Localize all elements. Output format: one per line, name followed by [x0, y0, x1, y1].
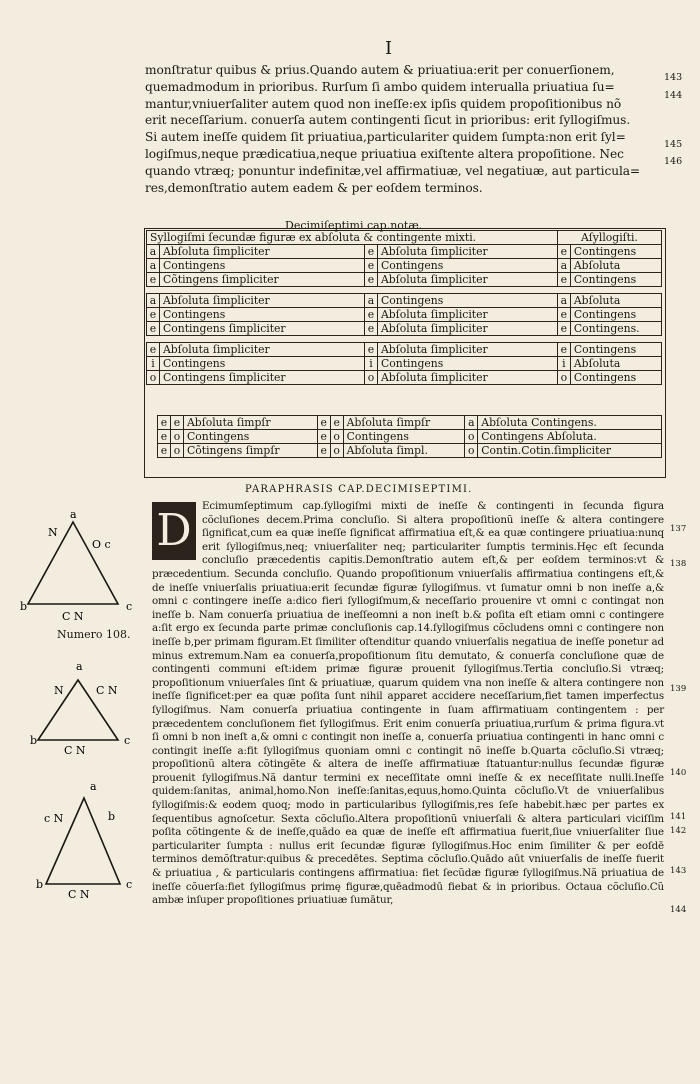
table-cell: e [317, 416, 330, 430]
table-cell: o [147, 371, 160, 385]
table-cell: e [364, 259, 377, 273]
table-cell: e [557, 273, 570, 287]
table-spacer [147, 287, 662, 294]
table-cell: Abſoluta ſimpliciter [160, 343, 365, 357]
table-cell: e [557, 343, 570, 357]
table-cell: Abſoluta ſimpliciter [377, 322, 557, 336]
side-label: O c [92, 538, 111, 551]
text-line: monſtratur quibus & prius.Quando autem & priuatiua:erit per conuerſionem, [145, 63, 615, 77]
table-cell: Contingens [377, 294, 557, 308]
base-label: C N [64, 744, 86, 757]
text-line: logiſmus,neque prædicatiua,neque priuatiua exiſtente altera propoſitione. Nec [145, 146, 624, 161]
table-row [147, 273, 662, 287]
table-cell: e [557, 308, 570, 322]
margin-number: 141 [670, 812, 687, 822]
table-cell: e [364, 343, 377, 357]
top-text-block [145, 62, 660, 196]
table-spacer [147, 336, 662, 343]
text-line: quando vtræq; ponuntur indefinitæ,vel affirmatiuæ, vel negatiuæ, aut particula= [145, 163, 641, 178]
table-row [147, 308, 662, 322]
table-cell: e [171, 416, 184, 430]
table-cell: Abſoluta [570, 294, 661, 308]
syllogism-figures [0, 500, 150, 920]
table-spacer-cell [147, 336, 662, 343]
table-cell: Contin.Cotin.ſimpliciter [478, 444, 662, 458]
table-cell: e [147, 308, 160, 322]
table-cell: Abſoluta ſimpliciter [377, 343, 557, 357]
vertex-label: c [126, 878, 133, 891]
table-header-row [147, 231, 662, 245]
vertex-label: a [90, 780, 97, 793]
table-cell: e [317, 430, 330, 444]
table-cell: Contingens [184, 430, 318, 444]
table-cell: Contingens [570, 245, 661, 259]
base-label: C N [62, 610, 84, 623]
side-label: N [48, 526, 58, 539]
table-row [147, 294, 662, 308]
table-cell: o [171, 444, 184, 458]
table-cell: Abſoluta ſimpſr [343, 416, 465, 430]
vertex-label: c [126, 600, 133, 613]
table-cell: Abſoluta ſimpſr [184, 416, 318, 430]
table-cell: Cõtingens ſimpliciter [160, 273, 365, 287]
text-line: res,demonſtratio autem eadem & per eoſdem terminos. [145, 180, 483, 195]
table-cell: e [557, 322, 570, 336]
table-row [147, 371, 662, 385]
table-cell: o [171, 430, 184, 444]
table-cell: o [557, 371, 570, 385]
table-cell: i [147, 357, 160, 371]
vertex-label: b [36, 878, 44, 891]
side-label: b [108, 810, 116, 823]
paraphrase-body [152, 500, 664, 908]
vertex-label: b [30, 734, 38, 747]
table-cell: a [364, 294, 377, 308]
side-label: N [54, 684, 64, 697]
table-cell: o [330, 430, 343, 444]
table-caption: Decimiſeptimi cap.notæ. [285, 219, 423, 232]
table-cell: a [147, 259, 160, 273]
syllogism-table-last-group [157, 415, 662, 458]
table-cell: Abſoluta ſimpl. [343, 444, 465, 458]
table-cell: Contingens [160, 357, 365, 371]
table-cell: Contingens [570, 273, 661, 287]
table-cell: Contingens [160, 259, 365, 273]
table-cell: e [364, 308, 377, 322]
table-cell: e [158, 444, 171, 458]
base-label: C N [68, 888, 90, 901]
table-spacer-cell [147, 287, 662, 294]
table-cell: Contingens [343, 430, 465, 444]
text-line: Si autem ineſſe quidem ſit priuatiua,particulariter quidem ſumpta:non erit ſyl= [145, 130, 626, 145]
table-cell: i [364, 357, 377, 371]
table-cell: o [465, 430, 478, 444]
margin-number: 139 [670, 684, 687, 694]
table-cell: Abſoluta ſimpliciter [160, 245, 365, 259]
table-cell: e [330, 416, 343, 430]
triangle-shape [28, 522, 118, 604]
table-cell: Abſoluta ſimpliciter [377, 273, 557, 287]
table-cell: a [557, 294, 570, 308]
table-cell: Abſoluta [570, 357, 661, 371]
text-line: quemadmodum in prioribus. Rurſum ſi ambo quidem interualla priuatiua ſu= [145, 79, 615, 94]
page-number: I [385, 38, 393, 59]
table-cell: o [364, 371, 377, 385]
table-cell: e [364, 245, 377, 259]
table-row [147, 357, 662, 371]
margin-number: 140 [670, 768, 687, 778]
table-header-right: Aſyllogiſti. [557, 231, 661, 245]
table-cell: Contingens ſimpliciter [160, 371, 365, 385]
table-cell: Contingens [570, 343, 661, 357]
syllogism-table [146, 230, 662, 385]
triangle-figure-3 [36, 780, 132, 901]
table-cell: a [147, 294, 160, 308]
table-cell: e [317, 444, 330, 458]
margin-number: 145 [664, 139, 683, 150]
margin-number: 137 [670, 524, 687, 534]
margin-number: 143 [670, 866, 687, 876]
table-cell: Contingens [570, 308, 661, 322]
margin-number: 143 [664, 72, 683, 83]
table-cell: e [147, 343, 160, 357]
table-cell: Abſoluta ſimpliciter [160, 294, 365, 308]
table-cell: Contingens [377, 259, 557, 273]
table-cell: Cõtingens ſimpſr [184, 444, 318, 458]
triangle-figure-1 [20, 508, 132, 623]
table-cell: o [330, 444, 343, 458]
vertex-label: c [124, 734, 131, 747]
table-cell: e [147, 322, 160, 336]
table-cell: e [158, 430, 171, 444]
vertex-label: a [76, 660, 83, 673]
table-cell: Contingens Abſoluta. [478, 430, 662, 444]
table-cell: a [557, 259, 570, 273]
table-row [147, 259, 662, 273]
table-cell: e [364, 273, 377, 287]
table-row [158, 430, 662, 444]
table-cell: Contingens ſimpliciter [160, 322, 365, 336]
table-cell: e [557, 245, 570, 259]
margin-number: 144 [664, 90, 683, 101]
table-cell: a [147, 245, 160, 259]
paraphrase-text: Ecimumſeptimum cap.ſyllogiſmi mixti de ineſſe & contingenti in ſecunda figura cõcluſiones decem.Prima concluſio. Si altera propoſitionũ ineſſe & altera contingere ſignificat,cum ea quæ ineſſe ſignificat affirmatiua eſt,& ea quæ contingere priuatiua:nunq erit ſyllogiſmus,neq; vniuerſaliter neq; particulariter ſumptis terminis.Hęc eſt ſecunda concluſio præcedentis capitis.Demonſtratio autem eſt,& per eoſdem terminos:vt & præcedentium. Secunda concluſio. Quando propoſitionum vniuerſalis affirmatiua contingens eſt,& de ineſſe vniuerſalis priuatiua:erit ſecundæ figuræ ſyllogiſmus. vt ſumatur omni b non ineſſe a,& omni c contingere ineſſe a:dico fieri ſyllogiſmum,& neceſſario prouenire vt omni c contingat non ineſſe b. Nam conuerſa priuatiua de ineſſeomni a non ineſt b.& poſita eſt etiam omni c contingere a:ſit ergo ex ſecunda parte primæ concluſionis cap.14.ſyllogiſmus cõcludens omni c contingere non ineſſe b,per primam figuram.Et ſimiliter oſtenditur quando vniuerſalis negatiua de ineſſe ponetur ad minus extremum.Nam ea conuerſa,propoſitionum ſitu demutato, & conuerſa concluſione quæ de contingenti communi eſt:idem primæ figuræ prouenit ſyllogiſmus.Tertia concluſio.Si vtræq; propoſitionum vniuerſales ſint & priuatiuæ, quarum quidem vna non ineſſe & altera contingere non ineſſe ſignificet:per ea quæ poſita ſunt nihil apparet accidere neceſſarium,fiet tamen imperfectus ſyllogiſmus. Nam conuerſa priuatiua contingente in ſuam affirmatiuam contingentem : per præcedentem concluſionem fiet ſyllogiſmus. Erit enim conuerſa priuatiua,rurſum & prima figura.vt ſi omni b non ineſt a,& omni c contingit non ineſſe a, conuerſa priuatiua contingenti in hanc omni c contingit ineſſe a:fit ſyllogiſmus quoniam omni c contingit nõ ineſſe b.Quarta cõcluſio.Si vtræq; propoſitionũ altera cõtingẽte & altera de ineſſe affirmatiuæ ſtatuantur:nullus ſecundæ figuræ prouenit ſyllogiſmus.Nã dantur termini ex neceſſitate omni ineſſe & ex neceſſitate nulli.Ineſſe quidem:ſanitas, animal,homo.Non ineſſe:ſanitas,equus,homo.Quinta cõcluſio.Vt de vniuerſalibus ſyllogiſmis:& eodem quoq; modo in particularibus ſyllogiſmis,res ſeſe habebit.hæc per partes ex ſequentibus agnoſcetur. Sexta cõcluſio.Altera propoſitionũ vniuerſali & altera particulari viciſſim poſita cõtingente & de ineſſe,quādo ea quæ de ineſſe eſt affirmatiua fuerit,ſiue vniuerſaliter ſiue particulariter ſumpta : nullus erit ſecundæ figuræ ſyllogiſmus.Hoc enim ſimiliter & per eoſdē terminos demõſtratur:quibus & precedētes. Septima cõcluſio.Quādo aūt vniuerſalis de ineſſe fuerit & priuatiua , & particularis contingens affirmatiua: fiet ſecũdæ figuræ ſyllogiſmus.Nã priuatiua de ineſſe cõuerſa:fiet ſyllogiſmus primę figuræ,quēadmodū fiebat & in prioribus. Octaua cõcluſio.Cũ ambæ inſuper propoſitiones priuatiuæ ſumātur, [152, 500, 664, 907]
table-cell: a [465, 416, 478, 430]
triangle-figure-2 [30, 660, 130, 757]
margin-number: 146 [664, 156, 683, 167]
side-label: c N [44, 812, 64, 825]
table-cell: Contingens [570, 371, 661, 385]
table-row [158, 416, 662, 430]
table-cell: Abſoluta [570, 259, 661, 273]
table-cell: Abſoluta ſimpliciter [377, 371, 557, 385]
table-cell: e [364, 322, 377, 336]
table-row [147, 343, 662, 357]
table-row [158, 444, 662, 458]
table-cell: Abſoluta ſimpliciter [377, 245, 557, 259]
table-cell: e [147, 273, 160, 287]
decorated-initial: D [152, 502, 196, 560]
table-cell: Contingens [377, 357, 557, 371]
table-cell: Abſoluta ſimpliciter [377, 308, 557, 322]
paraphrase-heading: PARAPHRASIS CAP.DECIMISEPTIMI. [245, 484, 473, 495]
table-cell: Contingens [160, 308, 365, 322]
side-label: C N [96, 684, 118, 697]
text-line: mantur,vniuerſaliter autem quod non ineſſe:ex ipſis quidem propoſitionibus nõ [145, 96, 622, 111]
table-row [147, 245, 662, 259]
text-line: erit neceſſarium. conuerſa autem contingenti ſicut in prioribus: erit ſyllogiſmus. [145, 113, 631, 128]
margin-number: 142 [670, 826, 687, 836]
margin-number: 144 [670, 905, 687, 915]
table-cell: o [465, 444, 478, 458]
figure-caption: Numero 108. [57, 628, 131, 641]
table-cell: e [158, 416, 171, 430]
table-cell: Abſoluta Contingens. [478, 416, 662, 430]
margin-number: 138 [670, 559, 687, 569]
table-row [147, 322, 662, 336]
vertex-label: a [70, 508, 77, 521]
table-cell: Contingens. [570, 322, 661, 336]
table-header-left: Syllogiſmi ſecundæ figuræ ex abſoluta & contingente mixti. [147, 231, 558, 245]
table-cell: i [557, 357, 570, 371]
vertex-label: b [20, 600, 28, 613]
